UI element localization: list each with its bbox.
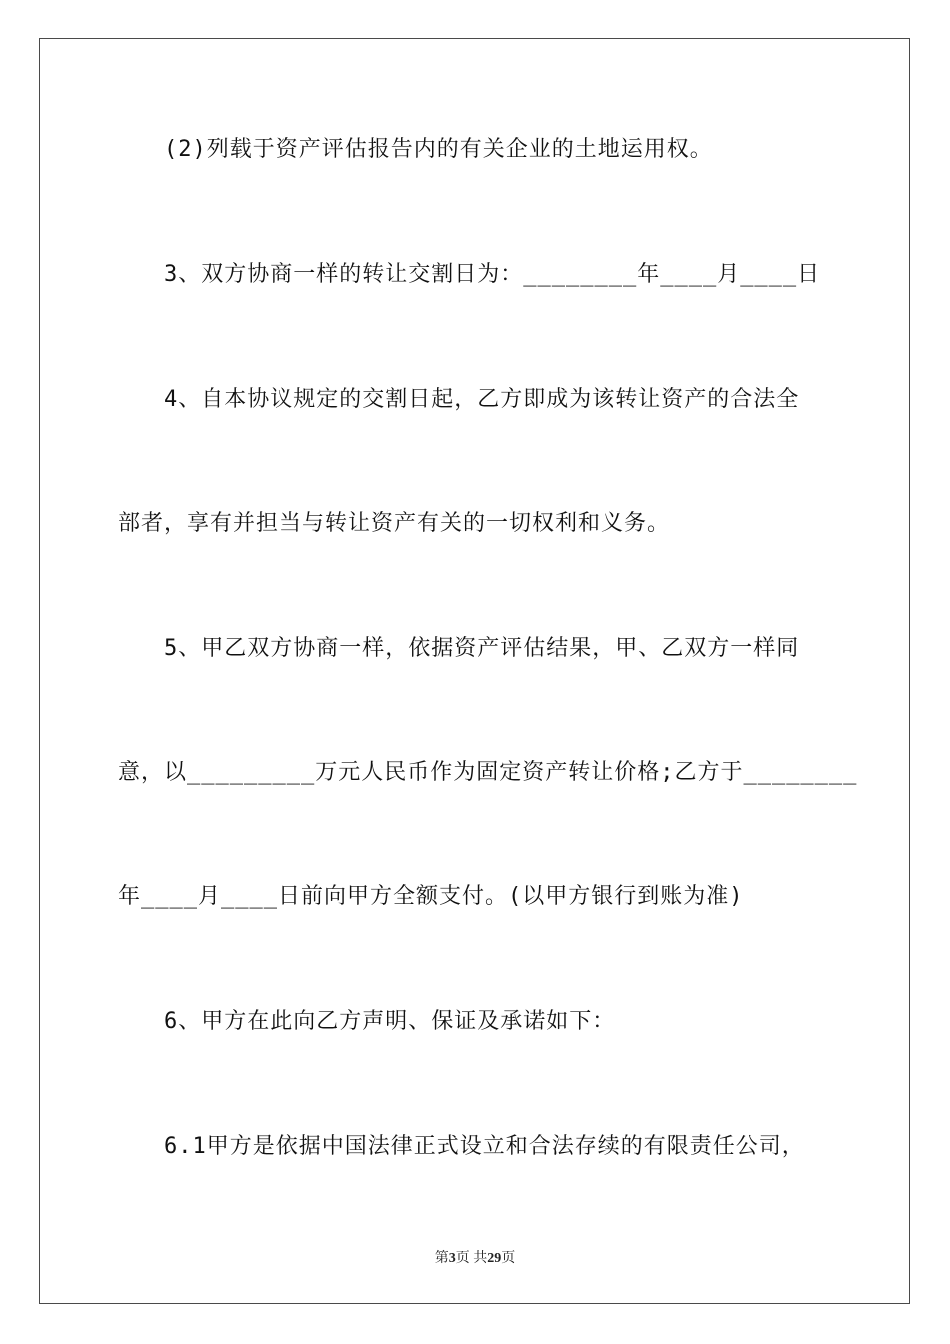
paragraph-line-8: 6、甲方在此向乙方声明、保证及承诺如下： xyxy=(164,1009,616,1034)
page-footer xyxy=(0,1247,950,1267)
footer-total-pages: 29 xyxy=(487,1251,502,1266)
paragraph-line-1: (2)列载于资产评估报告内的有关企业的土地运用权。 xyxy=(164,137,713,162)
paragraph-line-7: 年____月____日前向甲方全额支付。(以甲方银行到账为准) xyxy=(118,884,744,909)
footer-page-number: 3 xyxy=(448,1251,456,1266)
page-border xyxy=(39,38,910,1304)
paragraph-line-2: 3、双方协商一样的转让交割日为：________年____月____日 xyxy=(164,262,821,287)
paragraph-line-5: 5、甲乙双方协商一样，依据资产评估结果，甲、乙双方一样同 xyxy=(164,636,800,661)
footer-page-mid: 页 共 xyxy=(455,1251,488,1266)
footer-page-prefix: 第 xyxy=(434,1251,449,1266)
paragraph-line-6: 意，以_________万元人民币作为固定资产转让价格;乙方于________ xyxy=(118,760,858,785)
footer-page-suffix: 页 xyxy=(501,1251,516,1266)
paragraph-line-4: 部者，享有并担当与转让资产有关的一切权利和义务。 xyxy=(118,511,671,536)
paragraph-line-3: 4、自本协议规定的交割日起，乙方即成为该转让资产的合法全 xyxy=(164,387,800,412)
paragraph-line-9: 6.1甲方是依据中国法律正式设立和合法存续的有限责任公司， xyxy=(164,1134,805,1159)
